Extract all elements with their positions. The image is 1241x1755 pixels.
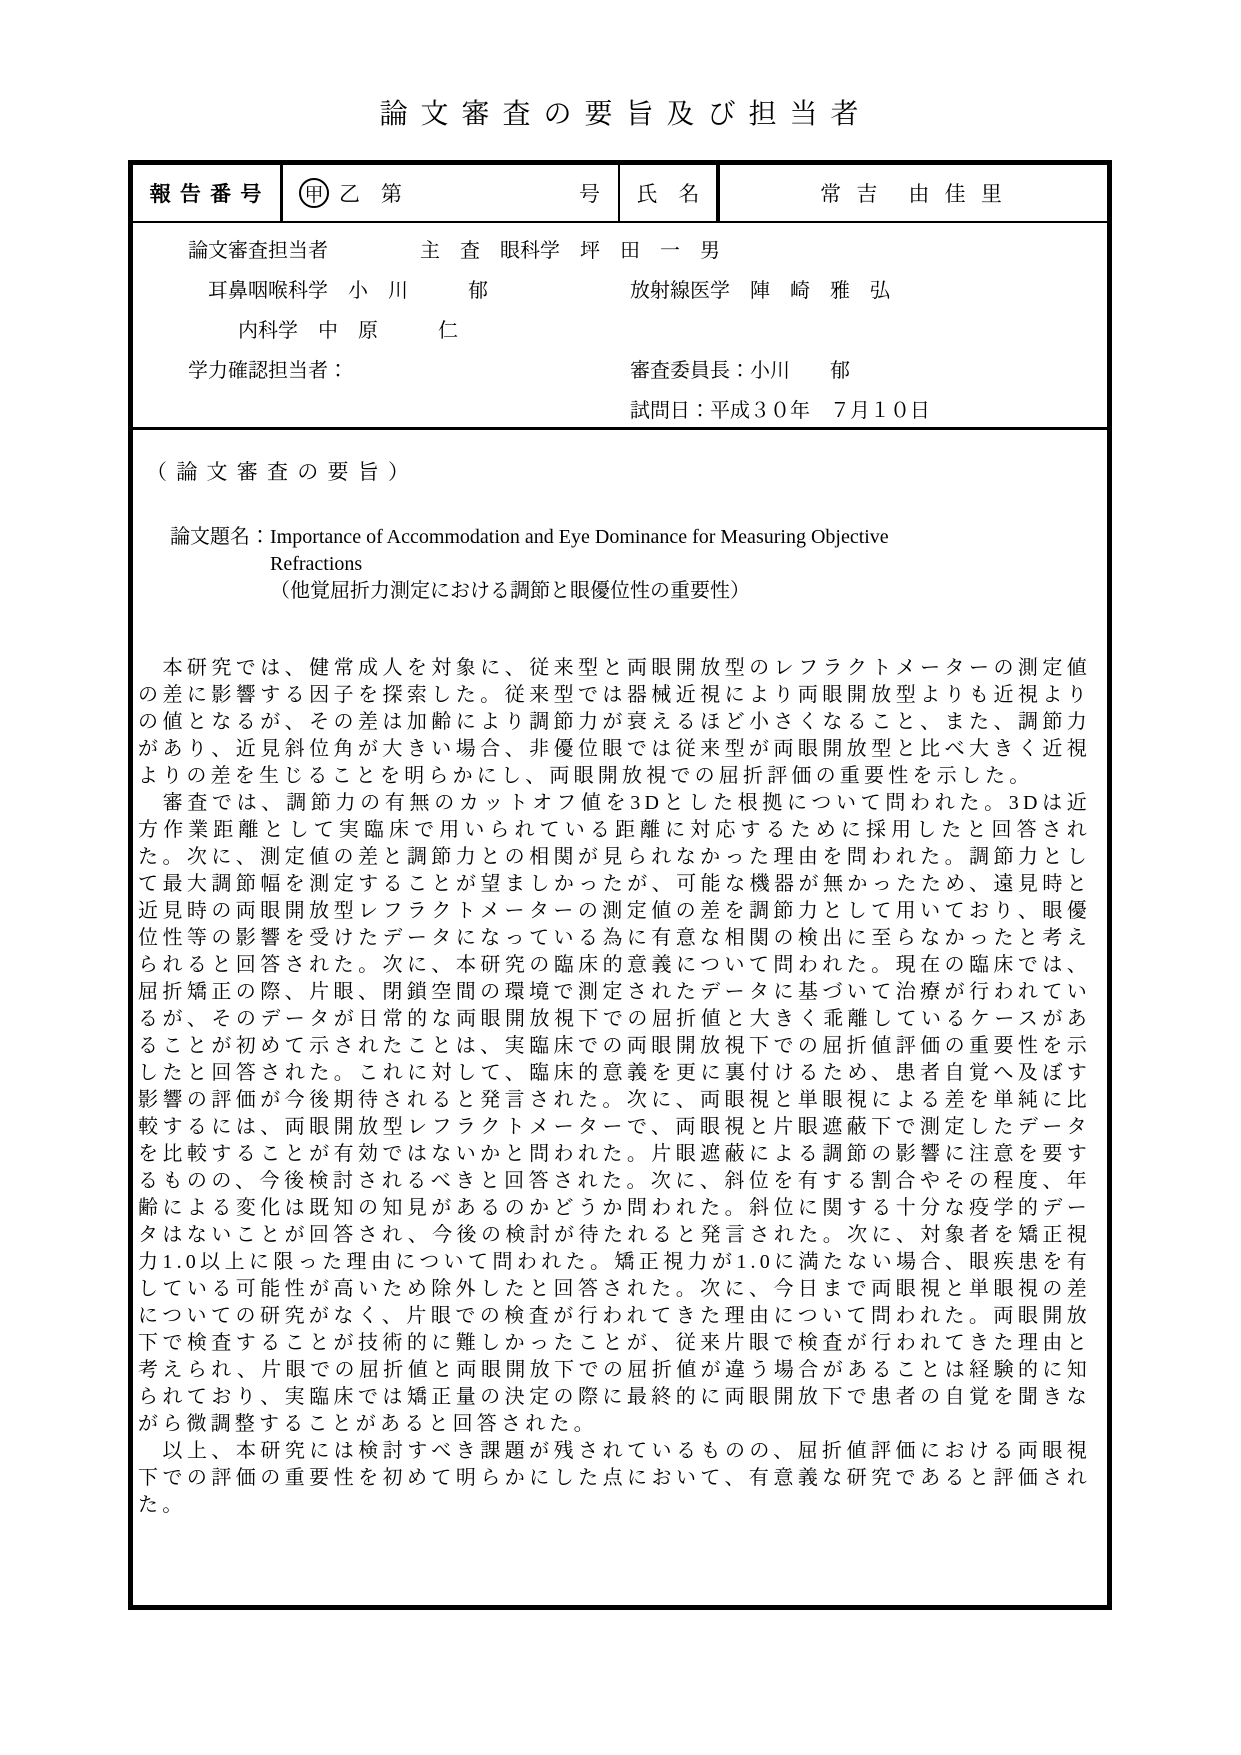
review-table [128, 160, 1112, 1610]
summary-heading: （ 論 文 審 査 の 要 旨 ） [146, 460, 411, 484]
report-number-cell [283, 165, 620, 221]
thesis-titles [270, 524, 1091, 605]
exam-date-spacer [133, 391, 630, 431]
otsu-dai-text: 乙 第 [339, 182, 402, 206]
summary-body [138, 655, 1091, 1519]
committee-line-members1 [133, 271, 1107, 311]
kou-circled-mark: 甲 [299, 178, 329, 208]
summary-paragraph-3: 以上、本研究には検討すべき課題が残されているものの、屈折値評価における両眼視下での評価の重要性を初めて明らかにした点において、有意義な研究であると評価された。 [138, 1440, 1091, 1516]
member-internal: 内科学 中 原 仁 [238, 320, 458, 342]
header-row [133, 165, 1107, 223]
examiners-label: 論文審査担当者 [188, 240, 328, 262]
report-number-label: 報 告 番 号 [133, 165, 283, 221]
member-radiology: 放射線医学 陣 崎 雅 弘 [630, 280, 890, 302]
ability-check-label: 学力確認担当者： [188, 360, 348, 382]
summary-paragraph-2: 審査では、調節力の有無のカットオフ値を3Dとした根拠について問われた。3Dは近方作業距離として実臨床で用いられている距離に対応するために採用したと回答された。次に、測定値の差と調節力との相関が見られなかった理由を問われた。調節力として最大調節幅を測定することが望ましかったが、可能な機器が無かったため、遠見時と近見時の両眼開放型レフラクトメーターの測定値の差を調節力として用いており、眼優位性等の影響を受けたデータになっている為に有意な相関の検出に至らなかったと考えられると回答された。次に、本研究の臨床的意義について問われた。現在の臨床では、屈折矯正の際、片眼、閉鎖空間の環境で測定されたデータに基づいて治療が行われているが、そのデータが日常的な両眼開放視下での屈折値と大きく乖離しているケースがあることが初めて示されたことは、実臨床での両眼開放視下での屈折値評価の重要性を示したと回答された。これに対して、臨床的意義を更に裏付けるため、患者自覚へ及ぼす影響の評価が今後期待されると発言された。次に、両眼視と単眼視による差を単純に比較するには、両眼開放型レフラクトメーターで、両眼視と片眼遮蔽下で測定したデータを比較することが有効ではないかと問われた。片眼遮蔽による調節の影響に注意を要するものの、今後検討されるべきと回答された。次に、斜位を有する割合やその程度、年齢による変化は既知の知見があるのかどうか問われた。斜位に関する十分な疫学的データはないことが回答され、今後の検討が待たれると発言された。次に、対象者を矯正視力1.0以上に限った理由について問われた。矯正視力が1.0に満たない場合、眼疾患を有している可能性が高いため除外したと回答された。次に、今日まで両眼視と単眼視の差についての研究がなく、片眼での検査が行われてきた理由について問われた。両眼開放下で検査することが技術的に難しかったことが、従来片眼で検査が行われてきた理由と考えられ、片眼での屈折値と両眼開放下での屈折値が違う場合があることは経験的に知られており、実臨床では矯正量の決定の際に最終的に両眼開放下で患者の自覚を聞きながら微調整することがあると回答された。 [138, 792, 1091, 1435]
committee-line-chair [133, 351, 1107, 391]
committee-line-chief [133, 231, 1107, 271]
thesis-title-english-line1: Importance of Accommodation and Eye Dominance for Measuring Objective [270, 526, 889, 548]
thesis-title-label: 論文題名： [170, 526, 270, 548]
thesis-title-english-line2: Refractions [270, 553, 363, 575]
thesis-title-japanese: （他覚屈折力測定における調節と眼優位性の重要性） [270, 580, 750, 602]
committee-line-members2 [133, 311, 1107, 351]
thesis-title-block [170, 524, 1091, 605]
chief-examiner: 主 査 眼科学 坪 田 一 男 [420, 240, 720, 262]
name-label: 氏 名 [620, 165, 720, 221]
member-ent: 耳鼻咽喉科学 小 川 郁 [208, 280, 488, 302]
committee-chair: 審査委員長：小川 郁 [630, 360, 850, 382]
exam-date: 試問日：平成３０年 ７月１０日 [630, 400, 930, 422]
candidate-name: 常 吉 由 佳 里 [820, 182, 1007, 206]
gou-text: 号 [579, 182, 600, 206]
summary-paragraph-1: 本研究では、健常成人を対象に、従来型と両眼開放型のレフラクトメーターの測定値の差に影響する因子を探索した。従来型では器械近視により両眼開放型よりも近視よりの値となるが、その差は加齢により調節力が衰えるほど小さくなること、また、調節力があり、近見斜位角が大きい場合、非優位眼では従来型が両眼開放型と比べ大きく近視よりの差を生じることを明らかにし、両眼開放視での屈折評価の重要性を示した。 [138, 657, 1091, 787]
summary-section [133, 430, 1107, 1519]
page-title: 論 文 審 査 の 要 旨 及 び 担 当 者 [379, 99, 862, 130]
committee-block [133, 223, 1107, 430]
committee-line-examdate [133, 391, 1107, 431]
